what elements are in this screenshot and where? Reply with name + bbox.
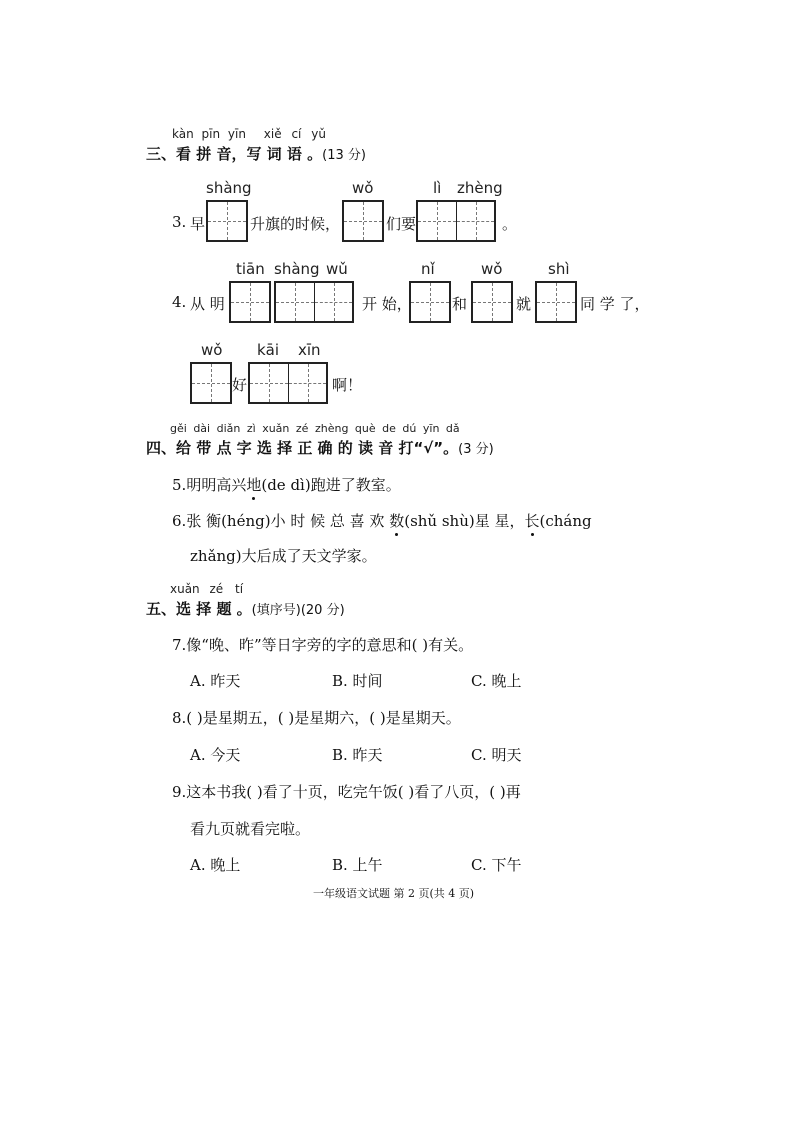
pinyin: yǔ xyxy=(311,127,326,141)
q3-write-grid-1[interactable] xyxy=(206,200,248,242)
q5 xyxy=(172,474,401,495)
q6-text-1: 张 衡(héng)小 时 候 总 喜 欢 xyxy=(186,512,390,530)
q5-text: 明明高兴 xyxy=(186,476,247,494)
pinyin: gěi xyxy=(170,422,187,435)
section5-heading xyxy=(146,598,345,619)
pinyin: xuǎn xyxy=(262,422,290,435)
q7-option-a[interactable]: A. 昨天 xyxy=(190,672,241,690)
q3-number: 3. xyxy=(172,213,187,231)
pinyin: kàn xyxy=(172,127,194,141)
q4-write-grid-1[interactable] xyxy=(229,281,271,323)
q4-number: 4. xyxy=(172,293,187,311)
pinyin: què xyxy=(354,422,376,435)
q9-option-c[interactable]: C. 下午 xyxy=(471,856,522,874)
pinyin: diǎn xyxy=(216,422,241,435)
q4-write-grid-3[interactable] xyxy=(409,281,451,323)
section5-note: (填序号) xyxy=(251,603,301,618)
q3-write-grid-3[interactable] xyxy=(416,200,496,242)
q4-text-2: 开 始， xyxy=(362,295,412,313)
q9-option-b[interactable]: B. 上午 xyxy=(332,856,383,874)
section4-pinyin xyxy=(170,422,460,435)
pinyin: zhèng xyxy=(314,422,349,435)
section5-score: (20 分) xyxy=(300,603,345,618)
q4-pinyin-e: wǒ xyxy=(481,260,503,278)
q4-pinyin-g: wǒ xyxy=(201,341,223,359)
q8-option-a[interactable]: A. 今天 xyxy=(190,746,241,764)
q7-question: 7.像“晚、昨”等日字旁的字的意思和( )有关。 xyxy=(172,636,474,654)
q6-text-3: (cháng xyxy=(539,512,592,530)
q4-pinyin-h: kāi xyxy=(257,341,280,359)
pinyin: dài xyxy=(193,422,211,435)
section3-score: (13 分) xyxy=(322,148,366,163)
q9-option-a[interactable]: A. 晚上 xyxy=(190,856,241,874)
pinyin: xuǎn xyxy=(170,582,200,596)
q5-number: 5. xyxy=(172,476,187,494)
q3-pinyin-a: shàng xyxy=(206,179,252,197)
q3-write-grid-2[interactable] xyxy=(342,200,384,242)
q7-option-b[interactable]: B. 时间 xyxy=(332,672,383,690)
page-footer: 一年级语文试题 第 2 页(共 4 页) xyxy=(313,887,475,900)
q4-pinyin-d: nǐ xyxy=(421,260,435,278)
pinyin: dǎ xyxy=(445,422,460,435)
pinyin: yīn xyxy=(422,422,440,435)
section5-pinyin xyxy=(170,582,243,596)
q4-text-3: 和 xyxy=(452,295,468,313)
pinyin: zé xyxy=(209,582,224,596)
pinyin: zì xyxy=(246,422,256,435)
q3-text-1: 早 xyxy=(190,215,206,233)
q3-text-2: 升旗的时候， xyxy=(250,215,341,233)
pinyin: tí xyxy=(235,582,244,596)
q6-number: 6. xyxy=(172,512,187,530)
q4-write-grid-4[interactable] xyxy=(471,281,513,323)
pinyin: zé xyxy=(295,422,309,435)
pinyin: cí xyxy=(291,127,302,141)
q3-pinyin-b: wǒ xyxy=(352,179,374,197)
q4-pinyin-i: xīn xyxy=(298,341,321,359)
section4-score: (3 分) xyxy=(458,442,494,457)
q4-write-grid-2[interactable] xyxy=(274,281,354,323)
pinyin: pīn xyxy=(201,127,221,141)
q4-pinyin-b: shàng xyxy=(274,260,320,278)
q6-dotted-char-2: 长 xyxy=(524,512,540,530)
q9-line2: 看九页就看完啦。 xyxy=(190,820,311,838)
section3-heading xyxy=(146,143,366,164)
q4-pinyin-a: tiān xyxy=(236,260,265,278)
q6-text-2: (shǔ shù)星 星， xyxy=(404,512,525,530)
section4-heading xyxy=(146,437,494,458)
q8-option-b[interactable]: B. 昨天 xyxy=(332,746,383,764)
q6-dotted-char-1: 数 xyxy=(389,512,405,530)
q4-write-grid-7[interactable] xyxy=(248,362,328,404)
q4-write-grid-5[interactable] xyxy=(535,281,577,323)
q4-text-4: 就 xyxy=(516,295,532,313)
section3-title: 三、看 拼 音，写 词 语 。 xyxy=(146,145,323,163)
q8-question: 8.( )是星期五，( )是星期六，( )是星期天。 xyxy=(172,709,461,727)
section4-title: 四、给 带 点 字 选 择 正 确 的 读 音 打“√”。 xyxy=(146,439,459,457)
q4-pinyin-c: wǔ xyxy=(326,260,348,278)
q4-text-1: 从 明 xyxy=(190,295,225,313)
q3-pinyin-c2: zhèng xyxy=(457,179,503,197)
q6-line2: zhǎng)大后成了天文学家。 xyxy=(190,547,377,565)
q6 xyxy=(172,510,592,531)
q3-text-3: 们要 xyxy=(386,215,417,233)
q8-option-c[interactable]: C. 明天 xyxy=(471,746,522,764)
q3-pinyin-c1: lì xyxy=(433,179,442,197)
q4-text-6: 好 xyxy=(232,376,248,394)
section3-pinyin xyxy=(172,127,326,141)
q4-pinyin-f: shì xyxy=(548,260,570,278)
pinyin: yīn xyxy=(227,127,246,141)
q3-text-4: 。 xyxy=(502,215,518,233)
pinyin: dú xyxy=(402,422,417,435)
q5-options: (de dì)跑进了教室。 xyxy=(261,476,401,494)
pinyin: de xyxy=(382,422,396,435)
q4-write-grid-6[interactable] xyxy=(190,362,232,404)
pinyin: xiě xyxy=(263,127,282,141)
q4-text-7: 啊！ xyxy=(332,376,363,394)
q5-dotted-char: 地 xyxy=(246,476,262,494)
q9-question: 9.这本书我( )看了十页，吃完午饭( )看了八页，( )再 xyxy=(172,783,521,801)
q7-option-c[interactable]: C. 晚上 xyxy=(471,672,522,690)
q4-text-5: 同 学 了， xyxy=(580,295,650,313)
section5-title: 五、选 择 题 。 xyxy=(146,600,252,618)
